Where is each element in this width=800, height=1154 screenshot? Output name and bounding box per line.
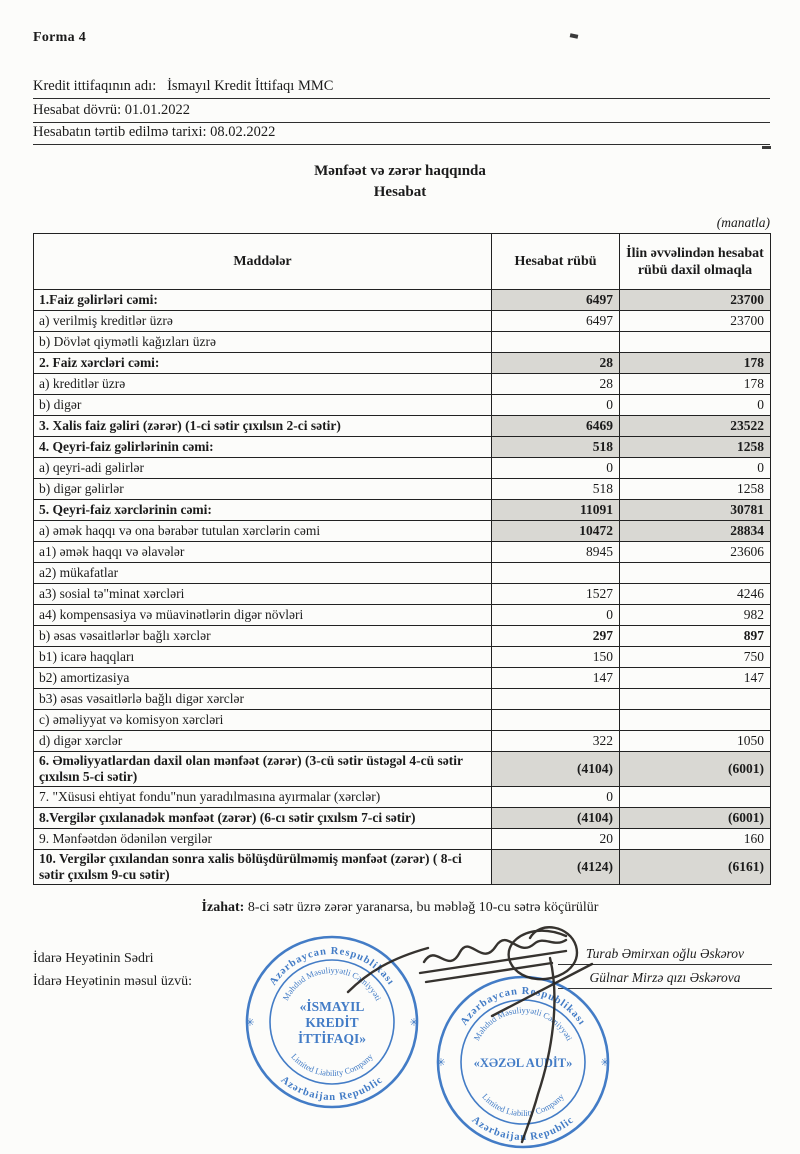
row-ytd-value: 178 xyxy=(620,374,771,395)
row-ytd-value: 23700 xyxy=(620,290,771,311)
row-ytd-value: 23700 xyxy=(620,311,771,332)
row-label: 4. Qeyri-faiz gəlirlərinin cəmi: xyxy=(34,437,492,458)
stamp-inner-text-top: Məhdud Məsuliyyətli Cəmiyyəti xyxy=(471,1004,575,1043)
row-ytd-value: 750 xyxy=(620,647,771,668)
row-ytd-value: 23522 xyxy=(620,416,771,437)
row-ytd-value: 1050 xyxy=(620,731,771,752)
row-label: 9. Mənfəətdən ödənilən vergilər xyxy=(34,829,492,850)
row-ytd-value: (6001) xyxy=(620,752,771,787)
document-title: Mənfəət və zərər haqqında xyxy=(314,163,486,179)
svg-text:Limited Liability Company xyxy=(480,1091,566,1118)
col-header-quarter: Hesabat rübü xyxy=(492,234,620,290)
row-ytd-value: 160 xyxy=(620,829,771,850)
col-header-ytd: İlin əvvəlindən hesabat rübü daxil olmaqla xyxy=(620,234,771,290)
row-ytd-value: 0 xyxy=(620,395,771,416)
row-label: 3. Xalis faiz gəliri (zərər) (1-ci sətir çıxılsın 2-ci sətir) xyxy=(34,416,492,437)
row-quarter-value: 0 xyxy=(492,605,620,626)
row-ytd-value: 147 xyxy=(620,668,771,689)
row-label: b) digər gəlirlər xyxy=(34,479,492,500)
row-label: b) Dövlət qiymətli kağızları üzrə xyxy=(34,332,492,353)
row-ytd-value: 23606 xyxy=(620,542,771,563)
row-ytd-value: 1258 xyxy=(620,479,771,500)
row-quarter-value: 518 xyxy=(492,437,620,458)
star-separator-icon: ✳ xyxy=(409,1017,419,1029)
row-quarter-value: 0 xyxy=(492,395,620,416)
row-label: a4) kompensasiya və müavinətlərin digər növləri xyxy=(34,605,492,626)
row-quarter-value: 28 xyxy=(492,353,620,374)
document-subtitle: Hesabat xyxy=(373,184,427,200)
row-label: a3) sosial tə"minat xərcləri xyxy=(34,584,492,605)
col-header-items: Maddələr xyxy=(34,234,492,290)
row-quarter-value: (4104) xyxy=(492,752,620,787)
note-label: İzahat: xyxy=(201,900,245,915)
row-label: 2. Faiz xərcləri cəmi: xyxy=(34,353,492,374)
stamp-xezel-audit xyxy=(436,977,609,1147)
row-quarter-value: 8945 xyxy=(492,542,620,563)
row-label: d) digər xərclər xyxy=(34,731,492,752)
stamp-ring-text-bottom: Azərbaijan Republic xyxy=(278,1074,386,1103)
row-label: 8.Vergilər çıxılanadək mənfəət (zərər) (6-cı sətir çıxılsm 7-ci sətir) xyxy=(34,808,492,829)
row-quarter-value: 0 xyxy=(492,787,620,808)
prepared-date-line: Hesabatın tərtib edilmə tarixi: 08.02.2022 xyxy=(33,124,770,145)
star-separator-icon: ✳ xyxy=(436,1057,446,1069)
row-ytd-value: 982 xyxy=(620,605,771,626)
row-quarter-value: (4104) xyxy=(492,808,620,829)
row-ytd-value: 0 xyxy=(620,458,771,479)
member-label: İdarə Heyətinin məsul üzvü: xyxy=(33,974,193,989)
row-label: b1) icarə haqqları xyxy=(34,647,492,668)
row-label: 10. Vergilər çıxılandan sonra xalis bölüşdürülməmiş mənfəət (zərər) ( 8-ci sətir çıxılsm 9-cu sətir) xyxy=(34,850,492,885)
row-ytd-value: 897 xyxy=(620,626,771,647)
row-label: b) əsas vəsaitlərlər bağlı xərclər xyxy=(34,626,492,647)
report-period-line: Hesabat dövrü: 01.01.2022 xyxy=(33,102,770,123)
row-label: c) əməliyyat və komisyon xərcləri xyxy=(34,710,492,731)
row-label: b) digər xyxy=(34,395,492,416)
stamp-ring-text-top: Azərbaycan Respublikası xyxy=(267,945,397,988)
row-quarter-value: 28 xyxy=(492,374,620,395)
row-ytd-value: 4246 xyxy=(620,584,771,605)
row-label: a) qeyri-adi gəlirlər xyxy=(34,458,492,479)
row-label: a) kreditlər üzrə xyxy=(34,374,492,395)
row-quarter-value: 322 xyxy=(492,731,620,752)
star-separator-icon: ✳ xyxy=(600,1057,610,1069)
row-ytd-value: (6001) xyxy=(620,808,771,829)
chairman-label: İdarə Heyətinin Sədri xyxy=(33,951,154,966)
row-ytd-value: 178 xyxy=(620,353,771,374)
row-label: 7. "Xüsusi ehtiyat fondu"nun yaradılmasına ayırmalar (xərclər) xyxy=(34,787,492,808)
row-quarter-value: 6497 xyxy=(492,311,620,332)
signature-ink xyxy=(424,940,566,962)
currency-note: (manatla) xyxy=(716,215,770,230)
row-label: b2) amortizasiya xyxy=(34,668,492,689)
row-quarter-value: 518 xyxy=(492,479,620,500)
credit-union-name-line: Kredit ittifaqının adı: İsmayıl Kredit İttifaqı MMC xyxy=(33,78,770,99)
row-label: 6. Əməliyyatlardan daxil olan mənfəət (zərər) (3-cü sətir üstəgəl 4-cü sətir çıxılsın 5-ci sətir) xyxy=(34,752,492,787)
row-quarter-value: 297 xyxy=(492,626,620,647)
stamp-inner-text-bottom: Limited Liability Company xyxy=(289,1051,375,1079)
row-label: a) əmək haqqı və ona bərabər tutulan xərclərin cəmi xyxy=(34,521,492,542)
row-ytd-value: (6161) xyxy=(620,850,771,885)
row-ytd-value: 1258 xyxy=(620,437,771,458)
row-quarter-value: (4124) xyxy=(492,850,620,885)
member-name: Gülnar Mirzə qızı Əskərova xyxy=(558,970,772,989)
form-number: Forma 4 xyxy=(33,30,87,45)
handwritten-signatures xyxy=(348,927,592,1142)
row-quarter-value: 10472 xyxy=(492,521,620,542)
signature-ink xyxy=(420,951,566,973)
row-quarter-value: 20 xyxy=(492,829,620,850)
row-label: a2) mükafatlar xyxy=(34,563,492,584)
row-quarter-value: 11091 xyxy=(492,500,620,521)
stamp-inner-text-top: Məhdud Məsuliyyətli Cəmiyyəti xyxy=(280,964,384,1003)
row-quarter-value: 1527 xyxy=(492,584,620,605)
row-quarter-value: 147 xyxy=(492,668,620,689)
stamp-center-line2: KREDİT xyxy=(305,1015,359,1030)
row-label: 5. Qeyri-faiz xərclərinin cəmi: xyxy=(34,500,492,521)
row-label: a) verilmiş kreditlər üzrə xyxy=(34,311,492,332)
signature-ink xyxy=(509,927,577,979)
stamp-ismayil-kredit xyxy=(245,937,418,1107)
row-label: a1) əmək haqqı və əlavələr xyxy=(34,542,492,563)
row-quarter-value: 0 xyxy=(492,458,620,479)
chairman-name: Turab Əmirxan oğlu Əskərov xyxy=(558,946,772,965)
row-quarter-value: 6469 xyxy=(492,416,620,437)
stamp-inner-text-bottom: Limited Liability Company xyxy=(480,1091,566,1119)
row-quarter-value: 6497 xyxy=(492,290,620,311)
stamp-center-line3: İTTİFAQI» xyxy=(297,1031,367,1046)
stamp-center-text: «XƏZƏL AUDİT» xyxy=(473,1056,573,1070)
stamp-ring-text-top: Azərbaycan Respublikası xyxy=(458,985,588,1028)
row-label: b3) əsas vəsaitlərlə bağlı digər xərclər xyxy=(34,689,492,710)
row-quarter-value: 150 xyxy=(492,647,620,668)
stamp-ring-text-bottom: Azərbaijan Republic xyxy=(469,1114,577,1144)
svg-text:Limited Liability Company xyxy=(289,1051,375,1078)
row-label: 1.Faiz gəlirləri cəmi: xyxy=(34,290,492,311)
row-ytd-value: 30781 xyxy=(620,500,771,521)
star-separator-icon: ✳ xyxy=(245,1017,255,1029)
row-ytd-value: 28834 xyxy=(620,521,771,542)
stamp-center-line1: «İSMAYIL xyxy=(299,999,365,1014)
note-text: 8-ci sətr üzrə zərər yaranarsa, bu məbləğ 10-cu sətrə köçürülür xyxy=(247,900,599,915)
